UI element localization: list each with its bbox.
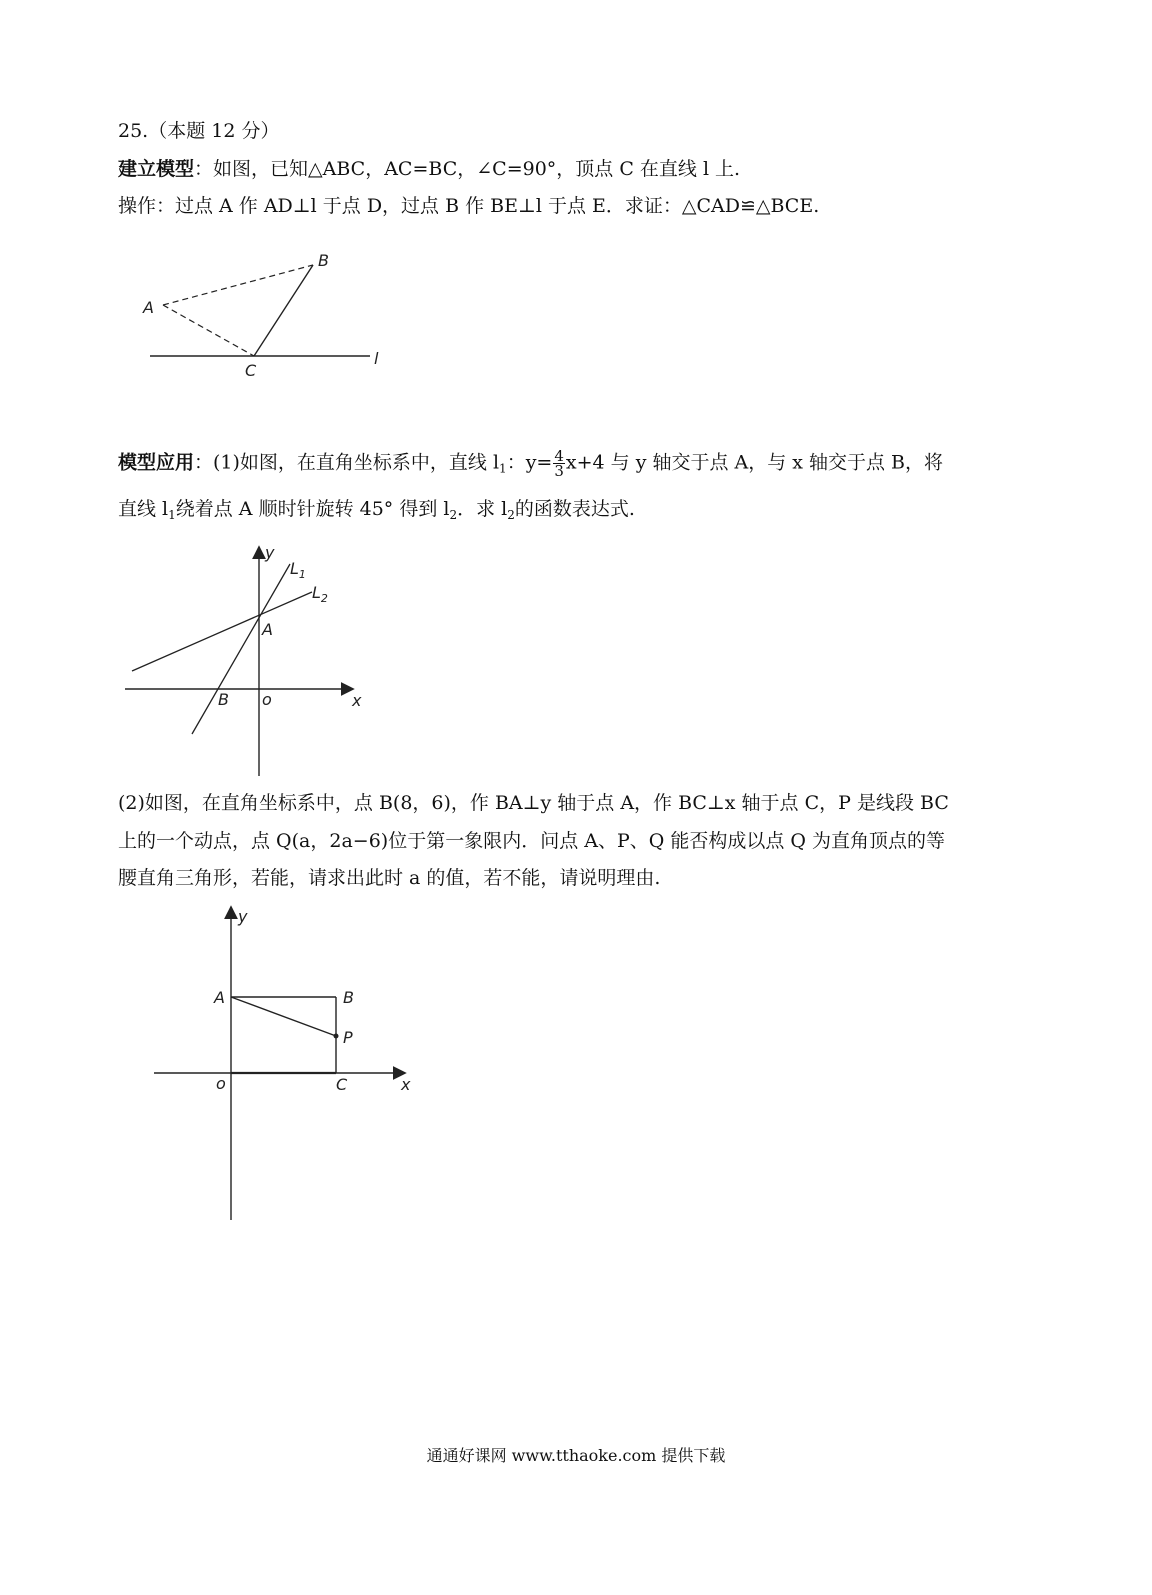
line-l1: [192, 564, 290, 734]
application-label: 模型应用: [118, 451, 195, 474]
application-2-line2: 上的一个动点，点 Q(a，2a−6)位于第一象限内．问点 A、P、Q 能否构成以点 Q 为直角顶点的等: [118, 830, 946, 852]
fraction-4-3: [553, 449, 565, 478]
label-B: B: [318, 251, 329, 270]
label-y: y: [265, 543, 275, 562]
fraction-denominator: 3: [554, 462, 564, 480]
app1-line2-sub1: 1: [168, 508, 176, 522]
application-1-line2: [118, 497, 635, 521]
label-C: C: [245, 361, 257, 380]
application-1-line1: [118, 449, 943, 478]
page-footer: 通通好课网 www.tthaoke.com 提供下载: [426, 1446, 726, 1465]
app1-line2-sub2: 2: [449, 508, 458, 522]
app1-line2-c: ．求 l: [457, 498, 508, 520]
app1-sub-1: 1: [499, 461, 507, 476]
label-l: l: [374, 349, 379, 368]
label-y: y: [238, 907, 248, 926]
label-x: x: [401, 1075, 411, 1094]
label-l2: $L_2$: [312, 583, 328, 605]
fraction-numerator: 4: [554, 447, 564, 465]
label-O: o: [216, 1074, 226, 1093]
figure-rectangle: [150, 900, 430, 1230]
label-P: P: [343, 1028, 353, 1047]
segment-AC: [163, 305, 254, 356]
point-P: [334, 1034, 339, 1039]
model-text: ：如图，已知△ABC，AC=BC，∠C=90°，顶点 C 在直线 l 上.: [194, 158, 741, 180]
segment-AP: [231, 997, 336, 1036]
label-A: A: [262, 620, 273, 639]
figure-triangle: [130, 240, 400, 390]
app1-line2-d: 的函数表达式.: [514, 498, 635, 520]
app1-text-a: ：(1)如图，在直角坐标系中，直线 l: [194, 451, 500, 474]
label-x: x: [352, 691, 362, 710]
application-2-line1: (2)如图，在直角坐标系中，点 B(8，6)，作 BA⊥y 轴于点 A，作 BC⊥x 轴于点 C，P 是线段 BC: [118, 792, 949, 814]
label-B: B: [218, 690, 229, 709]
problem-header: 25.（本题 12 分）: [118, 120, 280, 142]
line-l2: [132, 592, 312, 671]
label-C: C: [336, 1075, 348, 1094]
model-label: 建立模型: [118, 158, 195, 180]
label-l1: $L_1$: [290, 559, 306, 581]
label-A: A: [143, 298, 154, 317]
figure-rotated-lines: [120, 540, 380, 780]
app1-line2-a: 直线 l: [118, 498, 169, 520]
app1-text-c: x+4 与 y 轴交于点 A，与 x 轴交于点 B，将: [565, 451, 944, 474]
app1-text-b: ：y=: [506, 451, 553, 474]
label-A: A: [214, 988, 225, 1007]
label-O: o: [262, 690, 272, 709]
app1-line2-sub3: 2: [507, 508, 515, 522]
app1-line2-b: 绕着点 A 顺时针旋转 45° 得到 l: [175, 498, 450, 520]
model-statement: [118, 157, 740, 181]
label-B: B: [343, 988, 354, 1007]
operation-statement: 操作：过点 A 作 AD⊥l 于点 D，过点 B 作 BE⊥l 于点 E．求证：△CAD≌△BCE.: [118, 195, 820, 217]
application-2-line3: 腰直角三角形，若能，请求出此时 a 的值，若不能，请说明理由.: [118, 867, 661, 889]
